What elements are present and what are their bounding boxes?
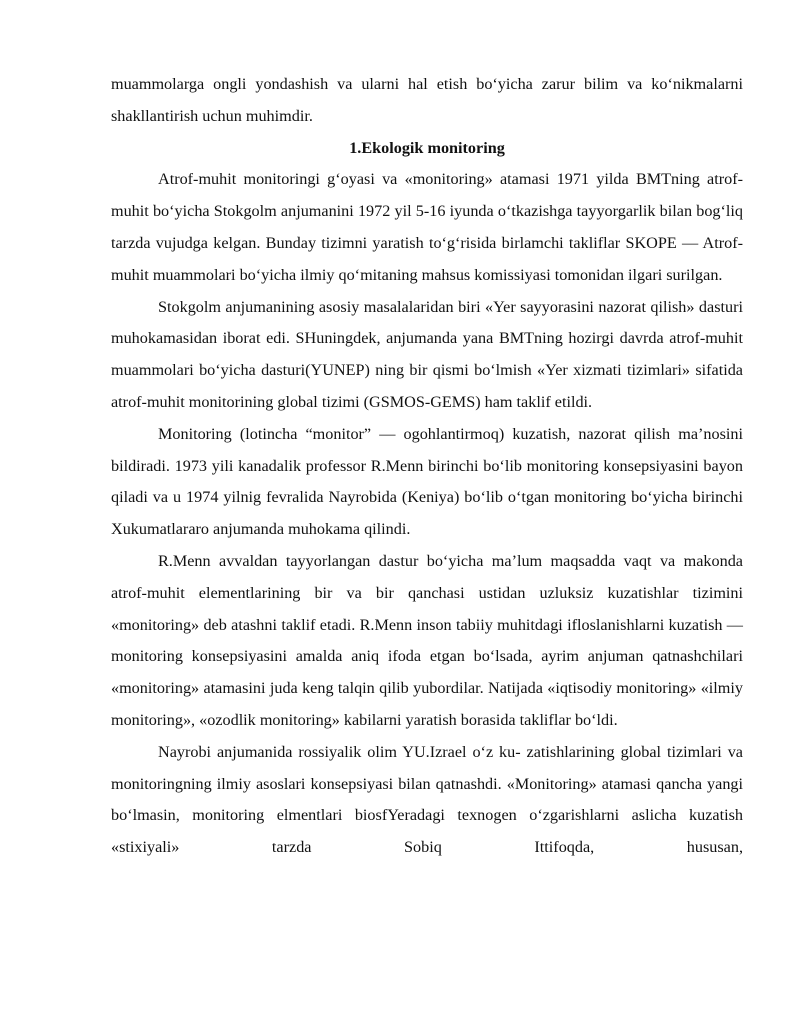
paragraph-5: Nayrobi anjumanida rossiyalik olim YU.Izrael o‘z ku- zatishlarining global tizimlari va monitoringning ilmiy asoslari konsepsiyasi bilan qatnashdi. «Monitoring» atamasi qancha yangi bo‘lmasin, monitoring elmentlari biosfYeradagi texnogen o‘zgarishlarni aslicha kuzatish «stixiyali» tarzda Sobiq Ittifoqda, hususan, <box>111 742 743 857</box>
paragraph-3: Monitoring (lotincha “monitor” — ogohlantirmoq) kuzatish, nazorat qilish ma’nosini bildiradi. 1973 yili kanadalik professor R.Menn birinchi bo‘lib monitoring konsepsiyasini bayon qiladi va u 1974 yilnig fevralida Nayrobida (Keniya) bo‘lib o‘tgan monitoring bo‘yicha birinchi Xukumatlararo anjumanda muhokama qilindi. <box>111 424 743 539</box>
paragraph-4: R.Menn avvaldan tayyorlangan dastur bo‘yicha ma’lum maqsadda vaqt va makonda atrof-muhit elementlarining bir va bir qanchasi ustidan uzluksiz kuzatishlar tizimini «monitoring» deb atashni taklif etadi. R.Menn inson tabiiy muhitdagi ifloslanishlarni kuzatish — monitoring konsepsiyasini amalda aniq ifoda etgan bo‘lsada, ayrim anjuman qatnashchilari «monitoring» atamasini juda keng talqin qilib yubordilar. Natijada «iqtisodiy monitoring» «ilmiy monitoring», «ozodlik monitoring» kabilarni yaratish borasida takliflar bo‘ldi. <box>111 551 743 729</box>
paragraph-2: Stokgolm anjumanining asosiy masalalaridan biri «Yer sayyorasini nazorat qilish» dasturi muhokamasidan iborat edi. SHuningdek, anjumanda yana BMTning hozirgi davrda atrof-muhit muammolari bo‘yicha dasturi(YUNEP) ning bir qismi bo‘lmish «Yer xizmati tizimlari» sifatida atrof-muhit monitorining global tizimi (GSMOS-GEMS) ham taklif etildi. <box>111 297 743 411</box>
document-page <box>111 69 743 864</box>
intro-paragraph: muammolarga ongli yondashish va ularni hal etish bo‘yicha zarur bilim va ko‘nikmalarni shakllantirish uchun muhimdir. <box>111 75 743 125</box>
paragraph-1: Atrof-muhit monitoringi g‘oyasi va «monitoring» atamasi 1971 yilda BMTning atrof-muhit bo‘yicha Stokgolm anjumanini 1972 yil 5-16 iyunda o‘tkazishga tayyorgarlik bilan bog‘liq tarzda vujudga kelgan. Bunday tizimni yaratish to‘g‘risida birlamchi takliflar SKOPE — Atrof-muhit muammolari bo‘yicha ilmiy qo‘mitaning mahsus komissiyasi tomonidan ilgari surilgan. <box>111 170 743 284</box>
section-heading: 1.Ekologik monitoring <box>349 138 505 157</box>
